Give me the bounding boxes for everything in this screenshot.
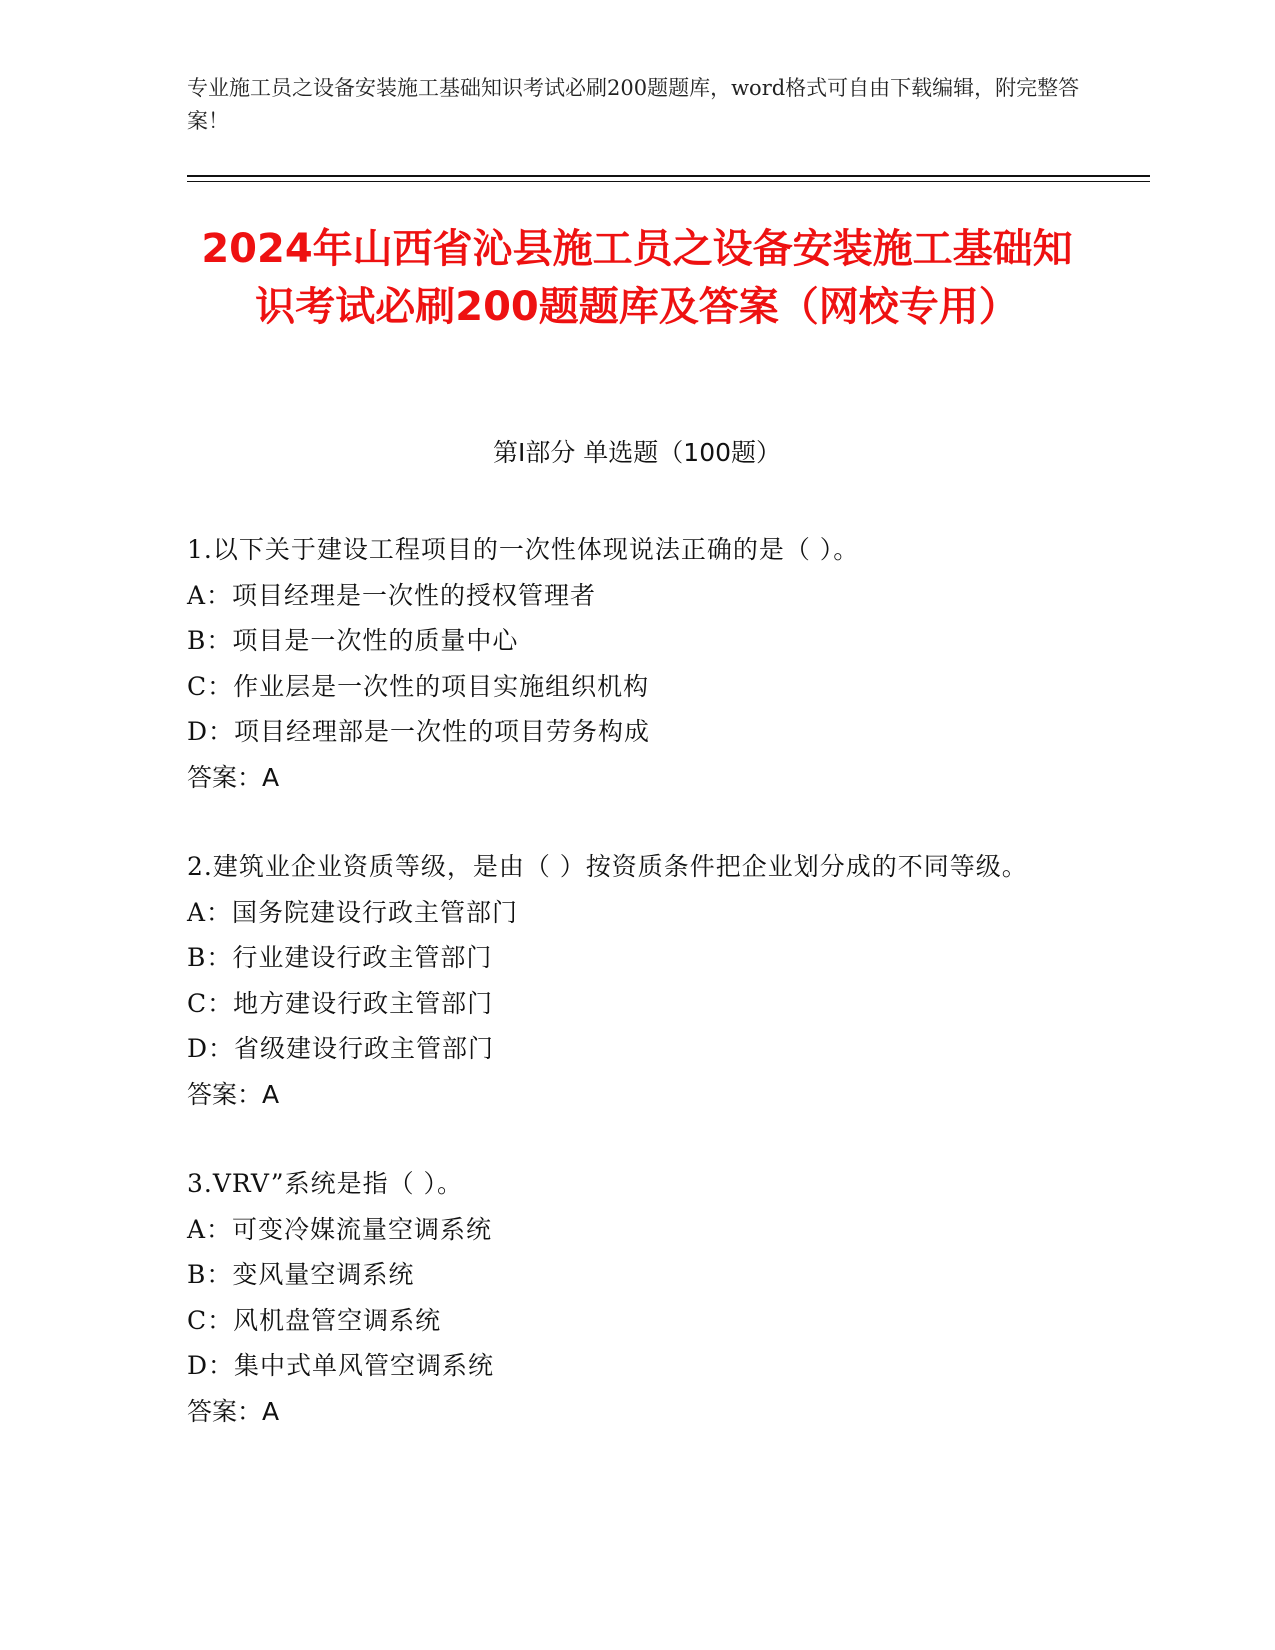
answer-line: 答案：A	[187, 1079, 280, 1109]
question-stem: 2.建筑业企业资质等级，是由（ ）按资质条件把企业划分成的不同等级。	[187, 852, 1028, 881]
answer-line: 答案：A	[187, 762, 280, 792]
option-c: C：作业层是一次性的项目实施组织机构	[187, 671, 650, 701]
option-d: D：集中式单风管空调系统	[187, 1351, 495, 1380]
answer-line: 答案：A	[187, 1396, 280, 1426]
option-b: B：行业建设行政主管部门	[187, 943, 493, 972]
question-item	[187, 1161, 1087, 1434]
option-c: C：地方建设行政主管部门	[187, 988, 494, 1018]
section-heading: 第Ⅰ部分 单选题（100题）	[492, 438, 782, 467]
header-note: 专业施工员之设备安装施工基础知识考试必刷200题题库，word格式可自由下载编辑，附完整答案！	[187, 76, 1080, 133]
document-title: 2024年山西省沁县施工员之设备安装施工基础知识考试必刷200题题库及答案（网校专用）	[201, 226, 1073, 330]
question-stem: 1.以下关于建设工程项目的一次性体现说法正确的是（ ）。	[187, 535, 860, 564]
question-item	[187, 844, 1087, 1117]
option-b: B：变风量空调系统	[187, 1260, 415, 1289]
option-c: C：风机盘管空调系统	[187, 1305, 442, 1335]
question-list	[187, 527, 1087, 1478]
option-a: A：国务院建设行政主管部门	[187, 897, 519, 927]
option-d: D：项目经理部是一次性的项目劳务构成	[187, 717, 651, 746]
option-a: A：可变冷媒流量空调系统	[187, 1214, 493, 1244]
header-rule-thin	[187, 181, 1150, 182]
question-stem: 3.VRV”系统是指（ ）。	[187, 1169, 464, 1198]
option-d: D：省级建设行政主管部门	[187, 1034, 495, 1063]
header-rule-thick	[187, 175, 1150, 177]
option-a: A：项目经理是一次性的授权管理者	[187, 580, 597, 610]
option-b: B：项目是一次性的质量中心	[187, 626, 519, 655]
question-item	[187, 527, 1087, 800]
